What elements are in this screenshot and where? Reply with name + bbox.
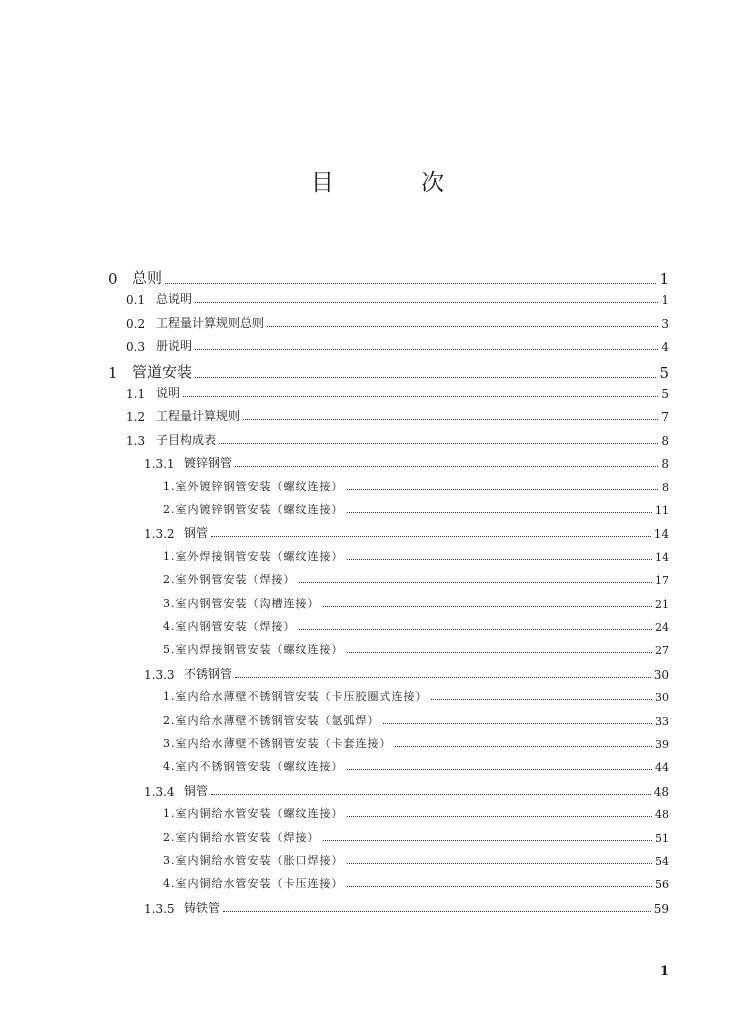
toc-entry-page: 8	[661, 433, 669, 448]
toc-entry-number: 0	[108, 270, 118, 288]
toc-entry-number: 0.3	[126, 340, 146, 355]
dot-leader	[347, 512, 653, 513]
toc-entry[interactable]	[163, 712, 669, 728]
dot-leader	[323, 606, 653, 607]
toc-entry-page: 5	[659, 363, 669, 382]
toc-entry[interactable]	[126, 431, 669, 448]
dot-leader	[299, 629, 653, 630]
toc-entry-page: 27	[655, 644, 669, 658]
toc-entry[interactable]	[144, 782, 669, 799]
dot-leader	[235, 677, 651, 678]
dot-leader	[347, 559, 653, 560]
toc-entry-number: 1.3.3	[144, 667, 175, 682]
toc-entry[interactable]	[163, 571, 669, 587]
toc-entry-label: 3.室内铜给水管安装（胀口焊接）	[163, 854, 344, 867]
toc-entry-page: 54	[655, 855, 669, 868]
toc-entry-label: 2.室内镀锌钢管安装（螺纹连接）	[163, 503, 344, 516]
toc-entry-number: 0.1	[126, 293, 146, 308]
toc-entry[interactable]	[126, 337, 669, 354]
dot-leader	[323, 840, 653, 841]
toc-entry[interactable]	[163, 852, 669, 868]
dot-leader	[431, 699, 653, 700]
toc-entry-page: 44	[655, 761, 669, 775]
toc-entry[interactable]	[144, 899, 669, 916]
toc-entry-label: 册说明	[156, 339, 193, 354]
toc-entry-label: 铜管	[184, 783, 209, 798]
toc-entry[interactable]	[144, 665, 669, 682]
toc-entry-number: 1.3.5	[144, 901, 175, 916]
toc-entry-label: 1.室外焊接钢管安装（螺纹连接）	[163, 549, 344, 563]
toc-entry-number: 1.3	[126, 433, 146, 448]
dot-leader	[383, 723, 653, 724]
toc-entry-number: 1.3.1	[144, 457, 175, 472]
dot-leader	[299, 582, 653, 583]
toc-entry[interactable]	[163, 758, 669, 774]
toc-entry-label: 4.室内不锈钢管安装（螺纹连接）	[163, 760, 344, 774]
toc-entry-page: 11	[655, 504, 669, 517]
dot-leader	[211, 536, 651, 537]
toc-entry-label: 工程量计算规则	[156, 409, 241, 424]
toc-entry-page: 51	[655, 831, 669, 845]
toc-entry-page: 59	[653, 901, 669, 916]
toc-entry[interactable]	[144, 454, 669, 471]
toc-entry[interactable]	[163, 595, 669, 611]
toc-entry[interactable]	[163, 618, 669, 634]
toc-entry[interactable]	[163, 501, 669, 517]
toc-entry[interactable]	[126, 290, 669, 307]
toc-entry[interactable]	[163, 735, 669, 751]
toc-entry-label: 2.室内给水薄壁不锈钢管安装（氩弧焊）	[163, 713, 380, 727]
dot-leader	[347, 886, 653, 887]
dot-leader	[211, 794, 651, 795]
toc-entry-page: 5	[661, 387, 669, 401]
toc-entry[interactable]	[144, 524, 669, 541]
dot-leader	[347, 816, 653, 817]
toc-entry-label: 3.室内钢管安装（沟槽连接）	[163, 596, 320, 610]
toc-entry[interactable]	[126, 407, 669, 424]
dot-leader	[267, 326, 658, 327]
dot-leader	[223, 911, 651, 912]
toc-entry-page: 4	[661, 340, 669, 355]
toc-entry-page: 1	[659, 270, 669, 288]
toc-entry[interactable]	[163, 805, 669, 821]
toc-entry[interactable]	[163, 688, 669, 704]
toc-entry-label: 不锈钢管	[184, 666, 233, 681]
toc-entry-label: 说明	[156, 386, 181, 400]
toc-entry-label: 子目构成表	[156, 432, 217, 447]
toc-entry-page: 48	[653, 784, 669, 799]
toc-entry-page: 33	[655, 714, 669, 728]
toc-entry-label: 镀锌钢管	[184, 456, 233, 471]
toc-entry[interactable]	[108, 361, 669, 382]
toc-entry[interactable]	[163, 548, 669, 564]
toc-entry-number: 1.1	[126, 387, 146, 401]
toc-entry-label: 钢管	[184, 526, 209, 541]
dot-leader	[183, 396, 658, 397]
dot-leader	[347, 489, 659, 490]
toc-entry-number: 1.2	[126, 410, 146, 425]
toc-entry-page: 8	[661, 457, 669, 472]
toc-entry-label: 1.室内给水薄壁不锈钢管安装（卡压胶圈式连接）	[163, 690, 428, 704]
toc-entry[interactable]	[163, 829, 669, 845]
toc-entry-label: 铸铁管	[184, 900, 221, 915]
toc-entry-page: 30	[653, 667, 669, 682]
page-number: 1	[659, 964, 669, 979]
toc-entry-page: 30	[655, 691, 669, 705]
toc-entry-page: 56	[655, 878, 669, 892]
toc-entry-label: 4.室内铜给水管安装（卡压连接）	[163, 877, 344, 891]
toc-entry-page: 14	[655, 550, 669, 564]
dot-leader	[347, 769, 653, 770]
toc-entry-label: 管道安装	[132, 362, 193, 381]
toc-entry-page: 3	[661, 316, 669, 331]
toc-entry-label: 4.室内钢管安装（焊接）	[163, 620, 296, 633]
dot-leader	[243, 419, 658, 420]
toc-entry-label: 2.室内铜给水管安装（焊接）	[163, 830, 320, 844]
toc-entry-page: 17	[655, 574, 669, 588]
dot-leader	[195, 377, 656, 378]
toc-entry-label: 2.室外钢管安装（焊接）	[163, 573, 296, 587]
toc-entry-number: 1	[108, 363, 118, 382]
dot-leader	[195, 302, 658, 303]
toc-entry[interactable]	[108, 267, 669, 288]
dot-leader	[235, 466, 658, 467]
toc-entry-page: 8	[662, 480, 669, 494]
dot-leader	[347, 863, 653, 864]
toc-entry[interactable]	[163, 641, 669, 657]
toc-entry-page: 21	[655, 597, 669, 611]
toc-entry-label: 1.室内铜给水管安装（螺纹连接）	[163, 807, 344, 821]
toc-entry-number: 1.3.2	[144, 527, 175, 542]
dot-leader	[165, 283, 656, 284]
toc-entry-label: 5.室内焊接钢管安装（螺纹连接）	[163, 643, 344, 657]
toc-entry-label: 总则	[132, 269, 163, 287]
toc-entry-page: 1	[661, 293, 669, 308]
toc-entry-page: 48	[655, 808, 669, 822]
page-title: 目 次	[310, 170, 485, 196]
toc-entry[interactable]	[163, 875, 669, 891]
toc-entry[interactable]	[126, 314, 669, 331]
toc-entry-label: 3.室内给水薄壁不锈钢管安装（卡套连接）	[163, 737, 392, 750]
dot-leader	[195, 349, 658, 350]
toc-entry-page: 39	[655, 738, 669, 751]
toc-entry-label: 总说明	[156, 292, 193, 307]
toc-entry-page: 14	[653, 527, 669, 542]
toc-entry[interactable]	[126, 384, 669, 401]
toc-entry-label: 1.室外镀锌钢管安装（螺纹连接）	[163, 479, 344, 493]
dot-leader	[395, 746, 653, 747]
dot-leader	[219, 443, 658, 444]
toc-entry-page: 7	[661, 410, 669, 425]
toc-entry-number: 0.2	[126, 316, 146, 331]
toc-entry-number: 1.3.4	[144, 784, 175, 799]
toc-entry[interactable]	[163, 478, 669, 494]
toc-entry-label: 工程量计算规则总则	[156, 315, 265, 330]
toc-entry-page: 24	[655, 621, 669, 634]
dot-leader	[347, 652, 653, 653]
